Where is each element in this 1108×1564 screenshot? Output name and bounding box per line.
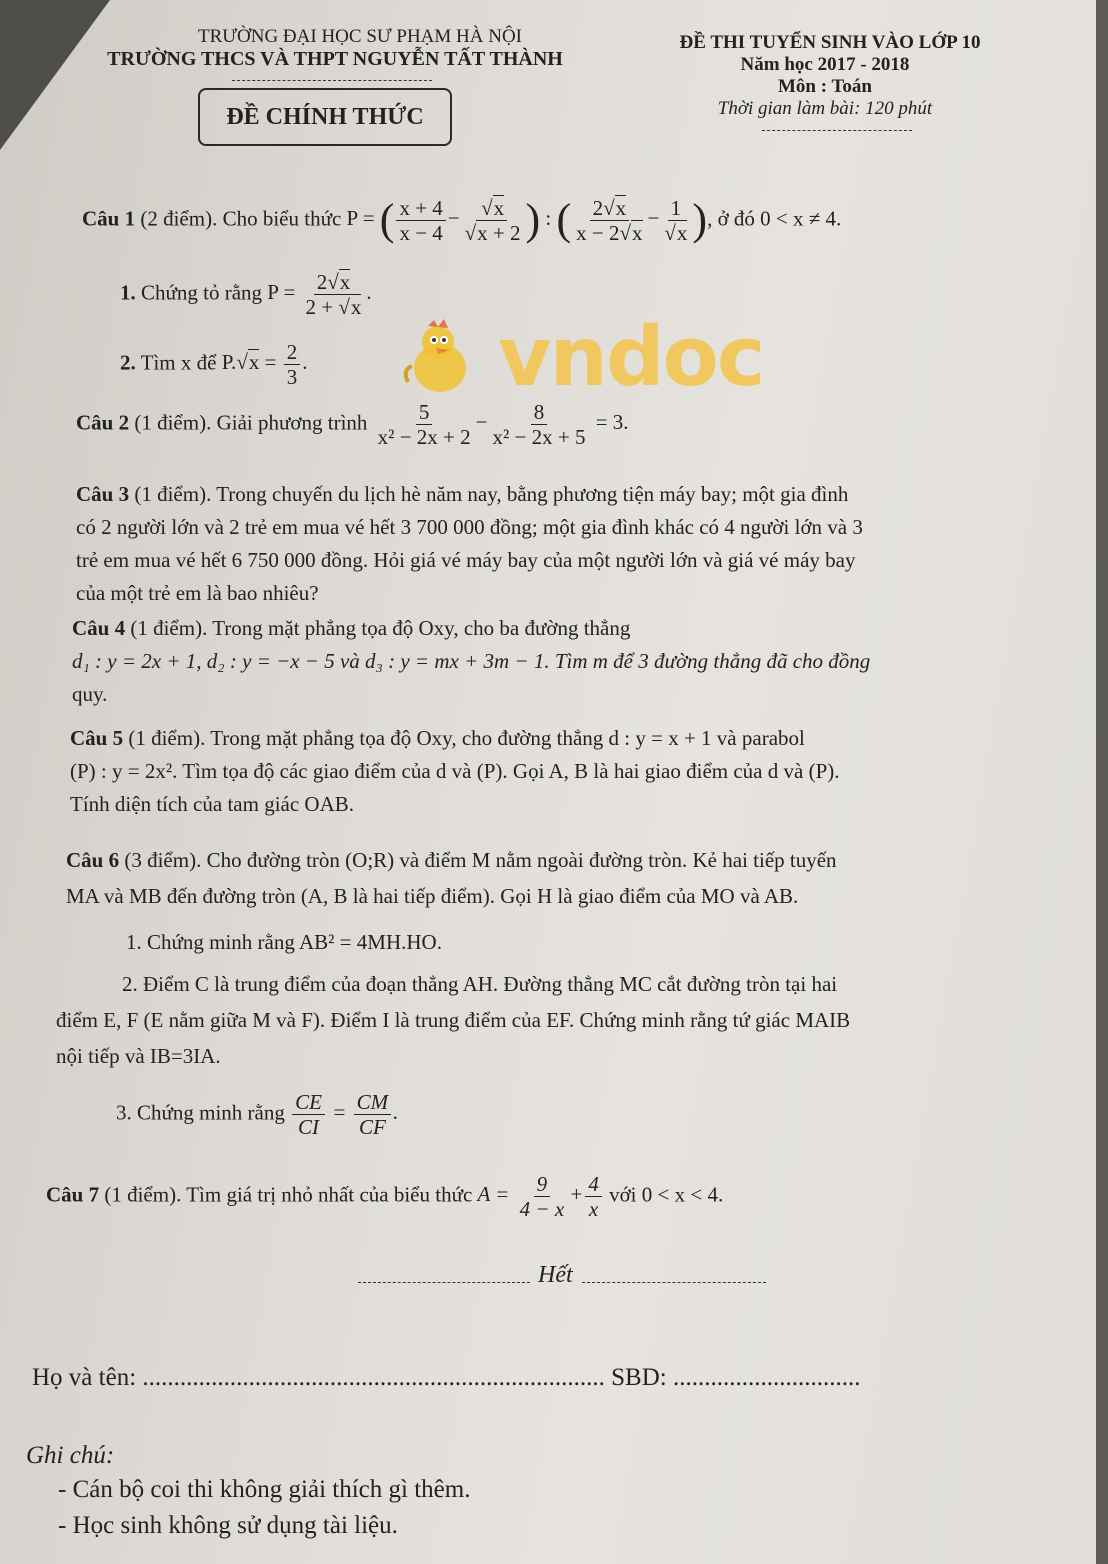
sbd-field[interactable]: .............................. [672,1364,861,1391]
watermark-text: vndoc [498,310,764,405]
q1-p2-text: Tìm x để [140,350,217,375]
end-divider-right [582,1282,766,1283]
q1-part-2 [120,340,307,389]
q4-title: Câu 4 [72,616,126,640]
end-text: Hết [538,1262,573,1288]
question-4 [72,612,1032,711]
q1-p1-formula: P = $\frac{2√x}{2 + √x}$ . [267,270,372,320]
q6-p3-label: 3. Chứng minh rằng [116,1100,285,1125]
name-label: Họ và tên: [32,1364,143,1391]
q7-text: Tìm giá trị nhỏ nhất của biểu thức [186,1182,473,1207]
question-1 [82,196,841,245]
end-divider-left [358,1282,530,1283]
note-title: Ghi chú: [26,1442,115,1469]
q1-expression: P = ( $\frac{x + 4}{x - 4}$ − $\frac{√x}{√x + 2}$ ) : ( $\frac{2√x}{x - 2√x}$ − $\frac{1}{√x}$ ) [346,195,708,246]
question-5 [70,722,1040,821]
q1-points: (2 điểm). [140,206,218,231]
q7-condition: với 0 < x < 4. [609,1182,724,1207]
q6-p2-line-1: 2. Điểm C là trung điểm của đoạn thẳng AH. Đường thẳng MC cắt đường tròn tại hai [122,972,838,996]
q6-p3-formula: $\frac{CE}{CI}$ = $\frac{CM}{CF}$ . [290,1100,398,1124]
duration: Thời gian làm bài: 120 phút [717,98,933,119]
q1-condition: , ở đó 0 < x ≠ 4. [707,206,842,231]
q6-part-3 [116,1090,398,1139]
q6-p2-line-3: nội tiếp và IB=3IA. [56,1044,221,1068]
q1-p2-formula: P.√x = $\frac{2}{3}$ . [221,340,308,390]
q5-line-3: Tính diện tích của tam giác OAB. [70,792,355,816]
q3-line-3: trẻ em mua vé hết 6 750 000 đồng. Hỏi giá vé máy bay của một người lớn và giá vé máy bay [76,548,856,572]
q3-line-2: có 2 người lớn và 2 trẻ em mua vé hết 3 700 000 đồng; một gia đình khác có 4 người lớn và 3 [76,515,863,539]
q1-part-1 [120,270,372,319]
university-name: TRƯỜNG ĐẠI HỌC SƯ PHẠM HÀ NỘI [198,26,522,47]
q4-line-1: Trong mặt phẳng tọa độ Oxy, cho ba đường thẳng [212,616,631,640]
q1-p2-label: 2. [120,350,136,375]
note-2: - Học sinh không sử dụng tài liệu. [58,1512,398,1539]
q3-title: Câu 3 [76,482,130,506]
q4-line-2: d₁ : y = 2x + 1, d₂ : y = −x − 5 và d₃ : y = mx + 3m − 1. Tìm m để 3 đường thẳng đã cho đồng [72,649,871,673]
q4-line-3: quy. [72,682,108,706]
q1-p1-text: Chứng tỏ rằng [141,280,263,305]
question-6 [66,842,1056,914]
q7-points: (1 điểm). [104,1182,182,1207]
q2-text: Giải phương trình [216,410,368,435]
official-stamp: ĐỀ CHÍNH THỨC [198,88,452,146]
question-7 [46,1172,723,1221]
q6-line-1: Cho đường tròn (O;R) và điểm M nằm ngoài đường tròn. Kẻ hai tiếp tuyến [206,848,837,872]
sbd-label: SBD: [611,1364,673,1391]
exam-title: ĐỀ THI TUYỂN SINH VÀO LỚP 10 [679,32,981,53]
header-divider-right [762,130,912,131]
school-name: TRƯỜNG THCS VÀ THPT NGUYỄN TẤT THÀNH [107,48,563,70]
q2-points: (1 điểm). [134,410,212,435]
q3-line-1: Trong chuyến du lịch hè năm nay, bằng phương tiện máy bay; một gia đình [216,482,849,506]
q7-expression: A = $\frac{9}{4 - x}$ + $\frac{4}{x}$ [478,1182,604,1206]
q6-line-2: MA và MB đến đường tròn (A, B là hai tiếp điểm). Gọi H là giao điểm của MO và AB. [66,884,799,908]
q1-title: Câu 1 [82,206,136,231]
subject: Môn : Toán [778,76,872,97]
header-divider-left [232,80,432,81]
q6-title: Câu 6 [66,848,120,872]
q6-part-2 [56,966,1066,1074]
question-3 [76,478,1036,610]
q2-title: Câu 2 [76,410,130,435]
q7-title: Câu 7 [46,1182,100,1207]
q6-p2-line-2: điểm E, F (E nằm giữa M và F). Điểm I là trung điểm của EF. Chứng minh rằng tứ giác MAIB [56,1008,851,1032]
question-2 [76,400,629,449]
q1-p1-label: 1. [120,280,136,305]
q6-part-1: 1. Chứng minh rằng AB² = 4MH.HO. [126,930,442,954]
q3-line-4: của một trẻ em là bao nhiêu? [76,581,319,605]
q5-points: (1 điểm). [128,726,206,750]
note-1: - Cán bộ coi thi không giải thích gì thêm. [58,1476,471,1503]
q1-lead: Cho biểu thức [222,206,342,231]
name-field[interactable]: .......................................................................... [142,1364,605,1391]
q3-points: (1 điểm). [134,482,212,506]
candidate-info-line [32,1364,1072,1392]
q5-line-1: Trong mặt phẳng tọa độ Oxy, cho đường thẳng d : y = x + 1 và parabol [210,726,805,750]
school-year: Năm học 2017 - 2018 [740,54,910,75]
q2-equation: $\frac{5}{\text{x² − 2x + 2}}$ − $\frac{8}{\text{x² − 2x + 5}}$ = 3. [377,400,629,450]
q4-points: (1 điểm). [130,616,208,640]
q6-points: (3 điểm). [124,848,202,872]
q5-line-2: (P) : y = 2x². Tìm tọa độ các giao điểm của d và (P). Gọi A, B là hai giao điểm của d và (P). [70,759,840,783]
q5-title: Câu 5 [70,726,124,750]
